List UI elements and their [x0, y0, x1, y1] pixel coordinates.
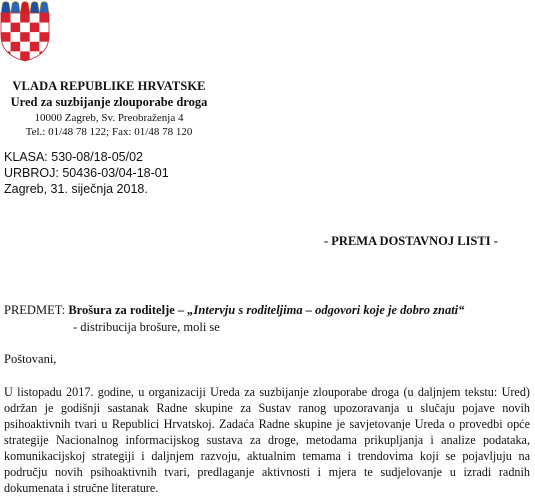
subject-quote: „Intervju s roditeljima – odgovori koje je dobro znati“ [187, 303, 465, 317]
klasa-number: KLASA: 530-08/18-05/02 [4, 150, 143, 164]
office-address: 10000 Zagreb, Sv. Preobraženja 4 [34, 112, 184, 124]
document-date: Zagreb, 31. siječnja 2018. [4, 182, 148, 196]
coat-crown [1, 2, 49, 14]
coat-shield [1, 13, 49, 62]
subject-subline: - distribucija brošure, moli se [73, 320, 220, 334]
croatian-coat-of-arms-icon [0, 0, 50, 62]
distribution-note: - PREMA DOSTAVNOJ LISTI - [324, 234, 498, 248]
government-name: VLADA REPUBLIKE HRVATSKE [12, 79, 206, 93]
office-contact: Tel.: 01/48 78 122; Fax: 01/48 78 120 [25, 126, 193, 138]
body-paragraph: U listopadu 2017. godine, u organizaciji Ureda za suzbijanje zlouporabe droga (u daljnjem tekstu: Ured) održan je godišnji sastanak Radne skupine za Sustav ranog upozoravanja u slučaju pojave novih psihoaktivnih tvari u Republici Hrvatskoj. Zadaća Radne skupine je savjetovanje Ureda o provedbi opće strategije Nacionalnog informacijskog sustava za droge, metodama prikupljanja i analize podataka, komunikacijskoj strategiji i daljnjem razvoju, aktualnim temama i trendovima koji se pojavljuju na području novih psihoaktivnih tvari, predlaganje aktivnosti i mjera te sudjelovanje u izradi radnih dokumenata i stručne literature. [4, 385, 530, 495]
subject-label: PREDMET: [4, 303, 66, 317]
subject-title: Brošura za roditelje – [68, 303, 188, 317]
urbroj-number: URBROJ: 50436-03/04-18-01 [4, 166, 169, 180]
subject-line [4, 303, 464, 318]
greeting: Poštovani, [4, 352, 57, 366]
office-name: Ured za suzbijanje zlouporabe droga [10, 95, 208, 109]
